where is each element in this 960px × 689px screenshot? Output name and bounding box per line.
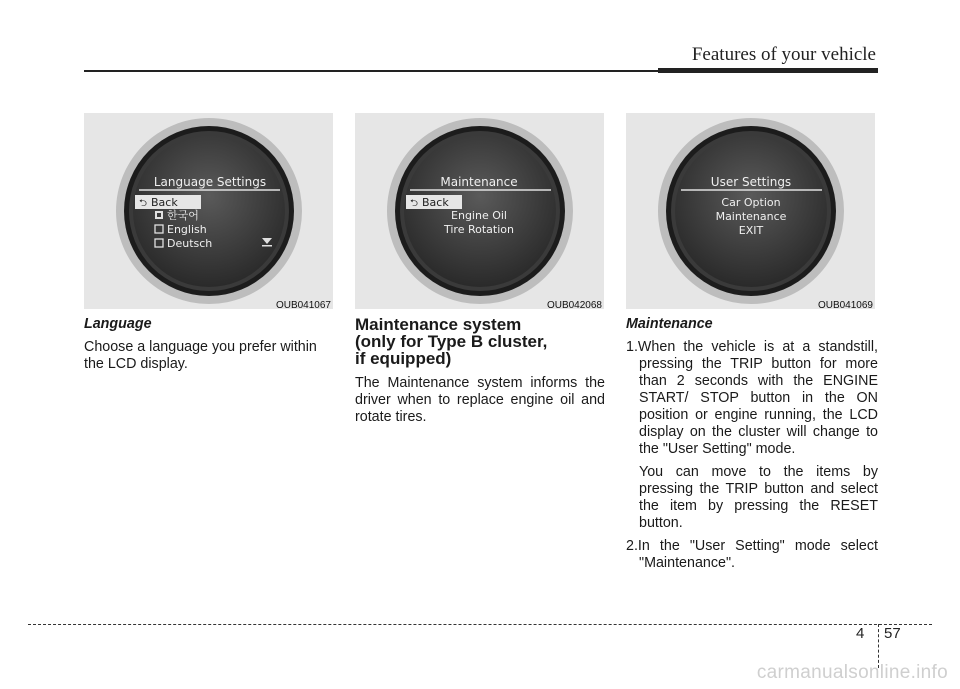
footer-rule [28, 624, 932, 625]
chapter-number: 4 [856, 625, 865, 642]
page-number: 57 [884, 625, 901, 642]
screen-item-1: 한국어 [167, 209, 199, 222]
header-rule-accent [658, 68, 878, 73]
back-arrow-icon: ⮌ [139, 198, 148, 209]
screen-back: Back [422, 196, 449, 209]
screen-item-1: Car Option [721, 196, 781, 209]
column-language [84, 316, 334, 379]
screen-item-2: Tire Rotation [444, 223, 514, 236]
screen-item-3: Deutsch [167, 237, 213, 250]
screen-item-2: Maintenance [715, 210, 787, 223]
screen-back: Back [151, 196, 178, 209]
screen-item-1: Engine Oil [451, 209, 507, 222]
column-maintenance [626, 316, 878, 578]
language-body: Choose a language you prefer within the LCD display. [84, 339, 317, 372]
step-1-continued: You can move to the items by pressing the TRIP button and select the item by pressing the RESET button. [639, 464, 878, 531]
running-header: Features of your vehicle [691, 44, 876, 65]
figure-maintenance [355, 113, 604, 309]
heading-line-3: if equipped) [355, 349, 452, 368]
subheading-maintenance: Maintenance [626, 316, 713, 332]
cluster-display-graphic [626, 113, 875, 309]
column-maintenance-system [355, 316, 605, 432]
figure-code: OUB042068 [546, 300, 602, 311]
section-heading [355, 316, 605, 367]
heading-line-1: Maintenance system [355, 315, 522, 334]
maintenance-system-body: The Maintenance system informs the driver when to replace engine oil and rotate tires. [355, 375, 605, 425]
screen-item-2: English [167, 223, 207, 236]
screen-item-3: EXIT [738, 224, 764, 237]
heading-line-2: (only for Type B cluster, [355, 332, 548, 351]
figure-code: OUB041067 [275, 300, 331, 311]
cluster-display-graphic [355, 113, 604, 309]
screen-title: Maintenance [440, 175, 518, 189]
screen-title: Language Settings [153, 175, 267, 189]
cluster-display-graphic [84, 113, 333, 309]
back-arrow-icon: ⮌ [410, 198, 419, 209]
figure-code: OUB041069 [817, 300, 873, 311]
subheading-language: Language [84, 316, 152, 332]
figure-user-settings [626, 113, 875, 309]
screen-title: User Settings [710, 175, 792, 189]
step-1: 1.When the vehicle is at a standstill, pressing the TRIP button for more than 2 seconds with the ENGINE START/ STOP button in the ON position or engine running, the LCD display on the cluster will change to the "User Setting" mode. [626, 339, 878, 457]
step-2: 2.In the "User Setting" mode select "Maintenance". [626, 538, 878, 571]
figure-language-settings [84, 113, 333, 309]
watermark: carmanualsonline.info [756, 662, 948, 683]
